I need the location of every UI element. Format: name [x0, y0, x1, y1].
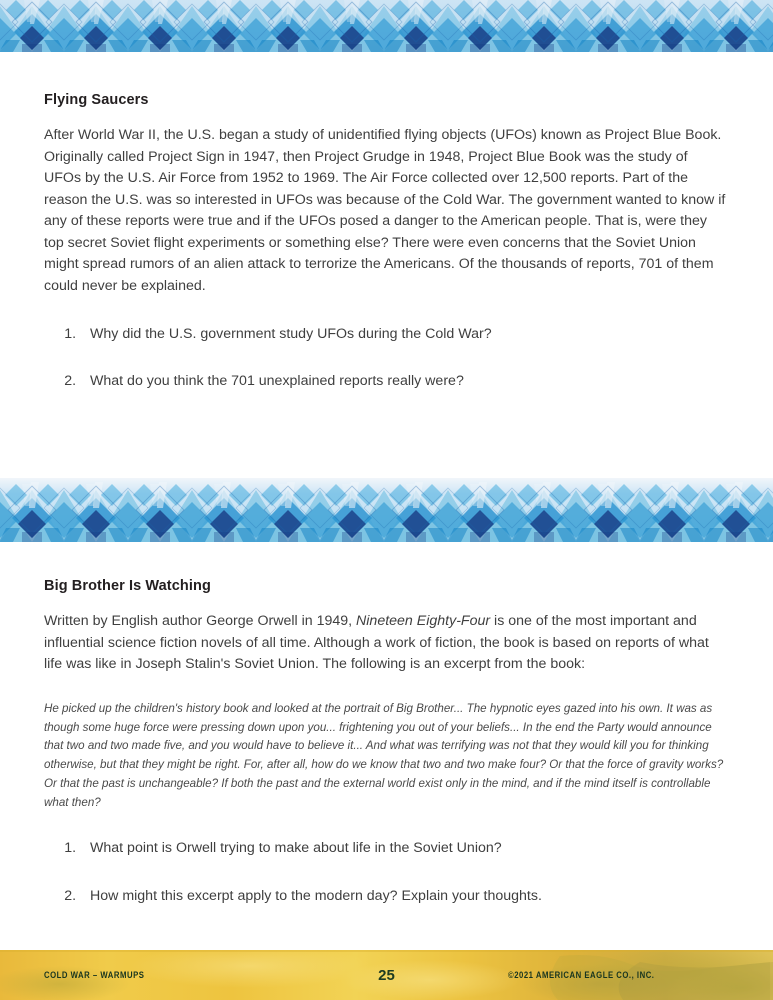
decorative-banner-top — [0, 0, 773, 52]
footer-copyright: ©2021 AMERICAN EAGLE CO., INC. — [508, 970, 655, 980]
section-flying-saucers — [44, 92, 728, 392]
book-title: Nineteen Eighty-Four — [356, 613, 491, 629]
section-two-heading: Big Brother Is Watching — [44, 578, 211, 594]
paragraph-trailing-text: is one of the most important and influential science fiction novels of all time. Although a work of fiction, the book is based on reports of what life was like in Joseph Stalin's Soviet Union. The following is an excerpt from the book: — [44, 613, 709, 673]
page-footer — [0, 950, 773, 1000]
section-one-paragraph: After World War II, the U.S. began a study of unidentified flying objects (UFOs) known as Project Blue Book. Originally called Project Sign in 1947, then Project Grudge in 1948, Project Blue Book was the study of UFOs by the U.S. Air Force from 1952 to 1969. The Air Force collected over 12,500 reports. Part of the reason the U.S. was so interested in UFOs was because of the Cold War. The government wanted to know if any of these reports were true and if the UFOs posed a danger to the American people. That is, were they top secret Soviet flight experiments or something else? There were even concerns that the Soviet Union might spread rumors of an alien attack to terrorize the Americans. Of the thousands of reports, 701 of them could never be explained. — [44, 127, 726, 295]
geometric-pattern-middle-svg — [0, 478, 773, 542]
section-two-paragraph — [44, 611, 728, 676]
geometric-pattern-top-svg — [0, 0, 773, 52]
excerpt-paragraph: He picked up the children's history book and looked at the portrait of Big Brother... The hypnotic eyes gazed into his own. It was as though some huge force were pressing down upon you... frightening you out of your beliefs... In the end the Party would announce that two and two made five, and you would have to believe it... And what was terrifying was not that they would kill you for thinking otherwise, but that they might be right. For, after all, how do we know that two and two make four? Or that the force of gravity works? Or that the past is unchangeable? If both the past and the external world exist only in the mind, and if the mind itself is controllable what then? — [44, 701, 724, 809]
section-one-question-list — [44, 324, 728, 393]
question-item: 1. What point is Orwell trying to make about life in the Soviet Union? — [80, 838, 728, 859]
decorative-banner-middle — [0, 478, 773, 542]
footer-title-label: COLD WAR – WARMUPS — [44, 970, 145, 980]
footer-content-row — [0, 950, 773, 1000]
question-item: 1. Why did the U.S. government study UFOs during the Cold War? — [80, 324, 728, 345]
paragraph-lead-text: Written by English author George Orwell in 1949, — [44, 613, 357, 629]
question-item: 2. How might this excerpt apply to the modern day? Explain your thoughts. — [80, 886, 728, 907]
section-two-question-list — [44, 838, 728, 907]
excerpt-block — [44, 700, 728, 813]
section-big-brother — [44, 578, 728, 907]
section-one-heading: Flying Saucers — [44, 92, 149, 108]
footer-page-number: 25 — [378, 966, 395, 984]
question-item: 2. What do you think the 701 unexplained reports really were? — [80, 371, 728, 392]
